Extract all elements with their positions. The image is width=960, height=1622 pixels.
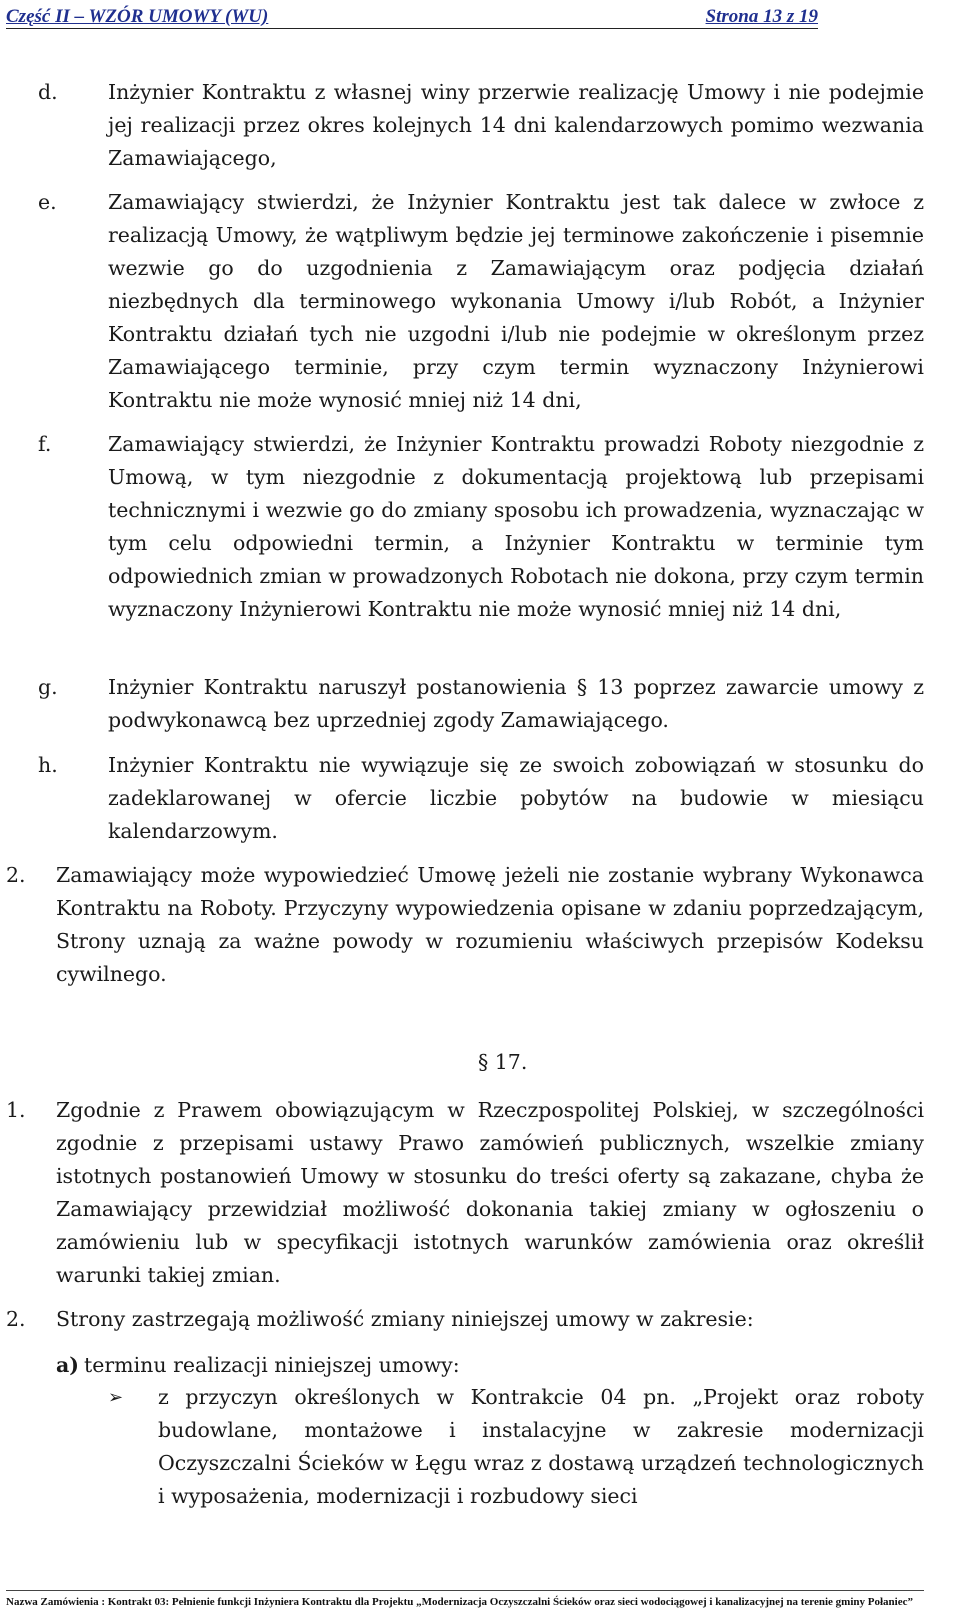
paragraph-text: Zamawiający może wypowiedzieć Umowę jeżeli nie zostanie wybrany Wykonawca Kontraktu na Roboty. Przyczyny wypowiedzenia opisane w zdaniu poprzedzającym, Strony uznają za ważne powody w rozumieniu właściwych przepisów Kodeksu cywilnego.	[56, 863, 924, 986]
section-heading: § 17.	[478, 1050, 528, 1074]
item-text: Inżynier Kontraktu naruszył postanowienia § 13 poprzez zawarcie umowy z podwykonawcą bez uprzedniej zgody Zamawiającego.	[108, 675, 924, 732]
bullet-text: z przyczyn określonych w Kontrakcie 04 pn. „Projekt oraz roboty budowlane, montażowe i instalacyjne w zakresie modernizacji Oczyszczalni Ścieków w Łęgu wraz z dostawą urządzeń technologicznych i wyposażenia, modernizacji i rozbudowy sieci	[158, 1385, 924, 1508]
paragraph-number: 1.	[6, 1098, 26, 1122]
page-number: Strona 13 z 19	[705, 6, 818, 27]
page-header	[6, 4, 818, 29]
list-item-e	[38, 186, 924, 417]
item-text: Inżynier Kontraktu nie wywiązuje się ze swoich zobowiązań w stosunku do zadeklarowanej w ofercie liczbie pobytów na budowie w miesiącu kalendarzowym.	[108, 753, 924, 843]
s17-item-a	[56, 1349, 924, 1382]
item-text: Zamawiający stwierdzi, że Inżynier Kontraktu jest tak dalece w zwłoce z realizacją Umowy, że wątpliwym będzie jej terminowe zakończenie i pisemnie wezwie go do uzgodnienia z Zamawiającym oraz podjęcia działań niezbędnych dla terminowego wykonania Umowy i/lub Robót, a Inżynier Kontraktu działań tych nie uzgodni i/lub nie podejmie w określonym przez Zamawiającego terminie, przy czym termin wyznaczony Inżynierowi Kontraktu nie może wynosić mniej niż 14 dni,	[108, 190, 924, 412]
document-part-title: Część II – WZÓR UMOWY (WU)	[6, 6, 269, 27]
item-text: terminu realizacji niniejszej umowy:	[84, 1353, 460, 1377]
list-item-f	[38, 428, 924, 626]
page-footer: Nazwa Zamówienia : Kontrakt 03: Pełnienie funkcji Inżyniera Kontraktu dla Projektu „Modernizacja Oczyszczalni Ścieków oraz sieci wodociągowej i kanalizacyjnej na terenie gminy Połaniec”	[6, 1590, 924, 1609]
item-label: g.	[38, 675, 58, 699]
item-label: e.	[38, 190, 57, 214]
paragraph-2	[6, 859, 924, 991]
s17-paragraph-2	[6, 1303, 924, 1336]
item-text: Inżynier Kontraktu z własnej winy przerwie realizację Umowy i nie podejmie jej realizacji przez okres kolejnych 14 dni kalendarzowych pomimo wezwania Zamawiającego,	[108, 80, 924, 170]
paragraph-text: Strony zastrzegają możliwość zmiany niniejszej umowy w zakresie:	[56, 1307, 754, 1331]
s17-paragraph-1	[6, 1094, 924, 1292]
paragraph-number: 2.	[6, 1307, 26, 1331]
paragraph-number: 2.	[6, 863, 26, 887]
item-label: f.	[38, 432, 52, 456]
arrow-bullet-icon: ➢	[108, 1387, 124, 1408]
item-text: Zamawiający stwierdzi, że Inżynier Kontraktu prowadzi Roboty niezgodnie z Umową, w tym niezgodnie z dokumentacją projektową lub przepisami technicznymi i wezwie go do zmiany sposobu ich prowadzenia, wyznaczając w tym celu odpowiedni termin, a Inżynier Kontraktu w terminie tym odpowiednich zmian w prowadzonych Robotach nie dokona, przy czym termin wyznaczony Inżynierowi Kontraktu nie może wynosić mniej niż 14 dni,	[108, 432, 924, 621]
item-label: h.	[38, 753, 58, 777]
item-label: a)	[56, 1353, 79, 1377]
s17-bullet-item	[108, 1381, 924, 1513]
list-item-d	[38, 76, 924, 175]
paragraph-text: Zgodnie z Prawem obowiązującym w Rzeczpospolitej Polskiej, w szczególności zgodnie z przepisami ustawy Prawo zamówień publicznych, wszelkie zmiany istotnych postanowień Umowy w stosunku do treści oferty są zakazane, chyba że Zamawiający przewidział możliwość dokonania takiej zmiany w ogłoszeniu o zamówieniu lub w specyfikacji istotnych warunków zamówienia oraz określił warunki takiej zmian.	[56, 1098, 924, 1287]
list-item-h	[38, 749, 924, 848]
item-label: d.	[38, 80, 58, 104]
list-item-g	[38, 671, 924, 737]
